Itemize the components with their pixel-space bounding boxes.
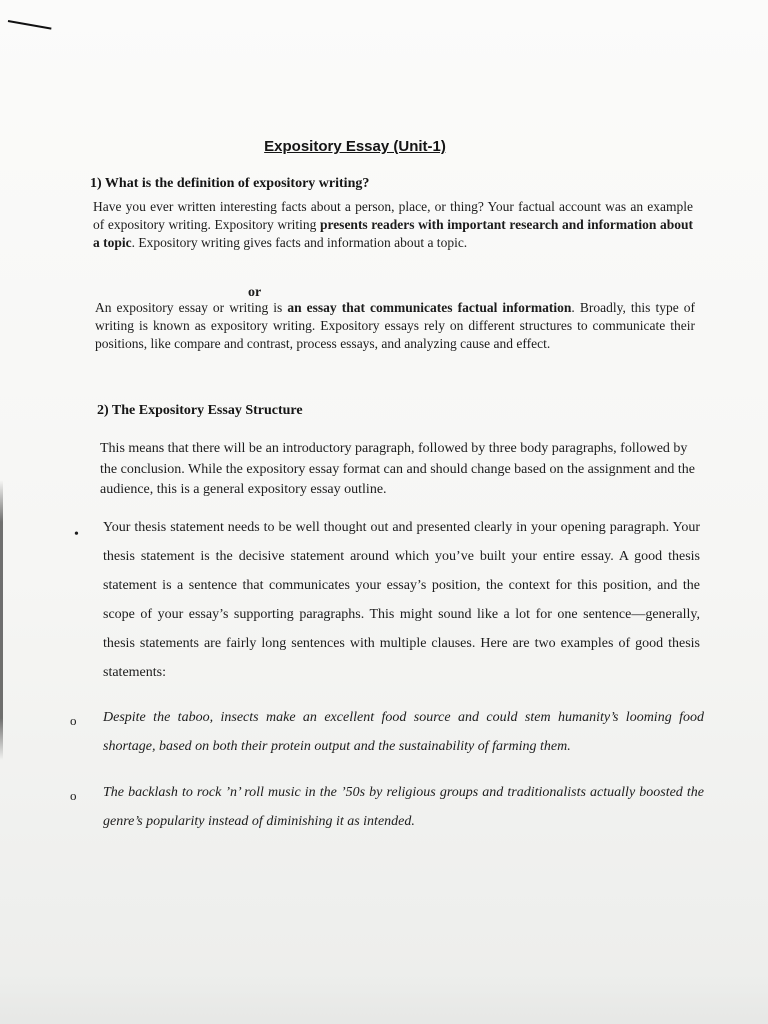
definition-2-emphasis: an essay that communicates factual information [287, 300, 572, 315]
or-separator: or [248, 285, 262, 300]
page-edge-shadow [0, 480, 3, 760]
definition-paragraph-2 [95, 299, 695, 353]
page-bottom-shadow [0, 974, 768, 1024]
definition-1-emphasis: presents readers with important research and information about a topic [93, 217, 693, 250]
thesis-statement-paragraph: Your thesis statement needs to be well thought out and presented clearly in your opening paragraph. Your thesis statement is the decisive statement around which you’ve built your entire essay. A good thesis statement is a sentence that communicates your essay’s position, the context for this position, and the scope of your essay’s supporting paragraphs. This might sound like a lot for one sentence—generally, thesis statements are fairly long sentences with multiple clauses. Here are two examples of good thesis statements: [103, 520, 700, 680]
section-1-heading: 1) What is the definition of expository writing? [90, 176, 370, 191]
pen-stroke-mark [8, 20, 52, 30]
document-title: Expository Essay (Unit-1) [264, 138, 446, 155]
definition-2-text-end: . Broadly, this type of writing is known as expository writing. Expository essays rely on different structures to communicate their positions, like compare and contrast, process essays, and analyzing cause and effect. [95, 300, 696, 351]
definition-2-text-start: An expository essay or writing is [95, 300, 288, 315]
example-bullet-marker-2: o [70, 788, 77, 803]
definition-paragraph-1 [93, 198, 693, 252]
section-2-heading: 2) The Expository Essay Structure [97, 403, 303, 418]
definition-1-text-end: . Expository writing gives facts and information about a topic. [131, 235, 468, 250]
definition-1-text-start: Have you ever written interesting facts about a person, place, or thing? Your factual account was an example of expository writing. Expository writing [93, 199, 693, 232]
thesis-example-2: The backlash to rock ’n’ roll music in the ’50s by religious groups and traditionalists actually boosted the genre’s popularity instead of diminishing it as intended. [103, 785, 704, 829]
structure-intro-paragraph: This means that there will be an introductory paragraph, followed by three body paragraphs, followed by the conclusion. While the expository essay format can and should change based on the assignment and the audience, this is a general expository essay outline. [100, 441, 695, 497]
thesis-example-1: Despite the taboo, insects make an excellent food source and could stem humanity’s looming food shortage, based on both their protein output and the sustainability of farming them. [103, 710, 704, 754]
example-bullet-marker-1: o [70, 713, 77, 728]
bullet-marker: • [74, 527, 79, 542]
